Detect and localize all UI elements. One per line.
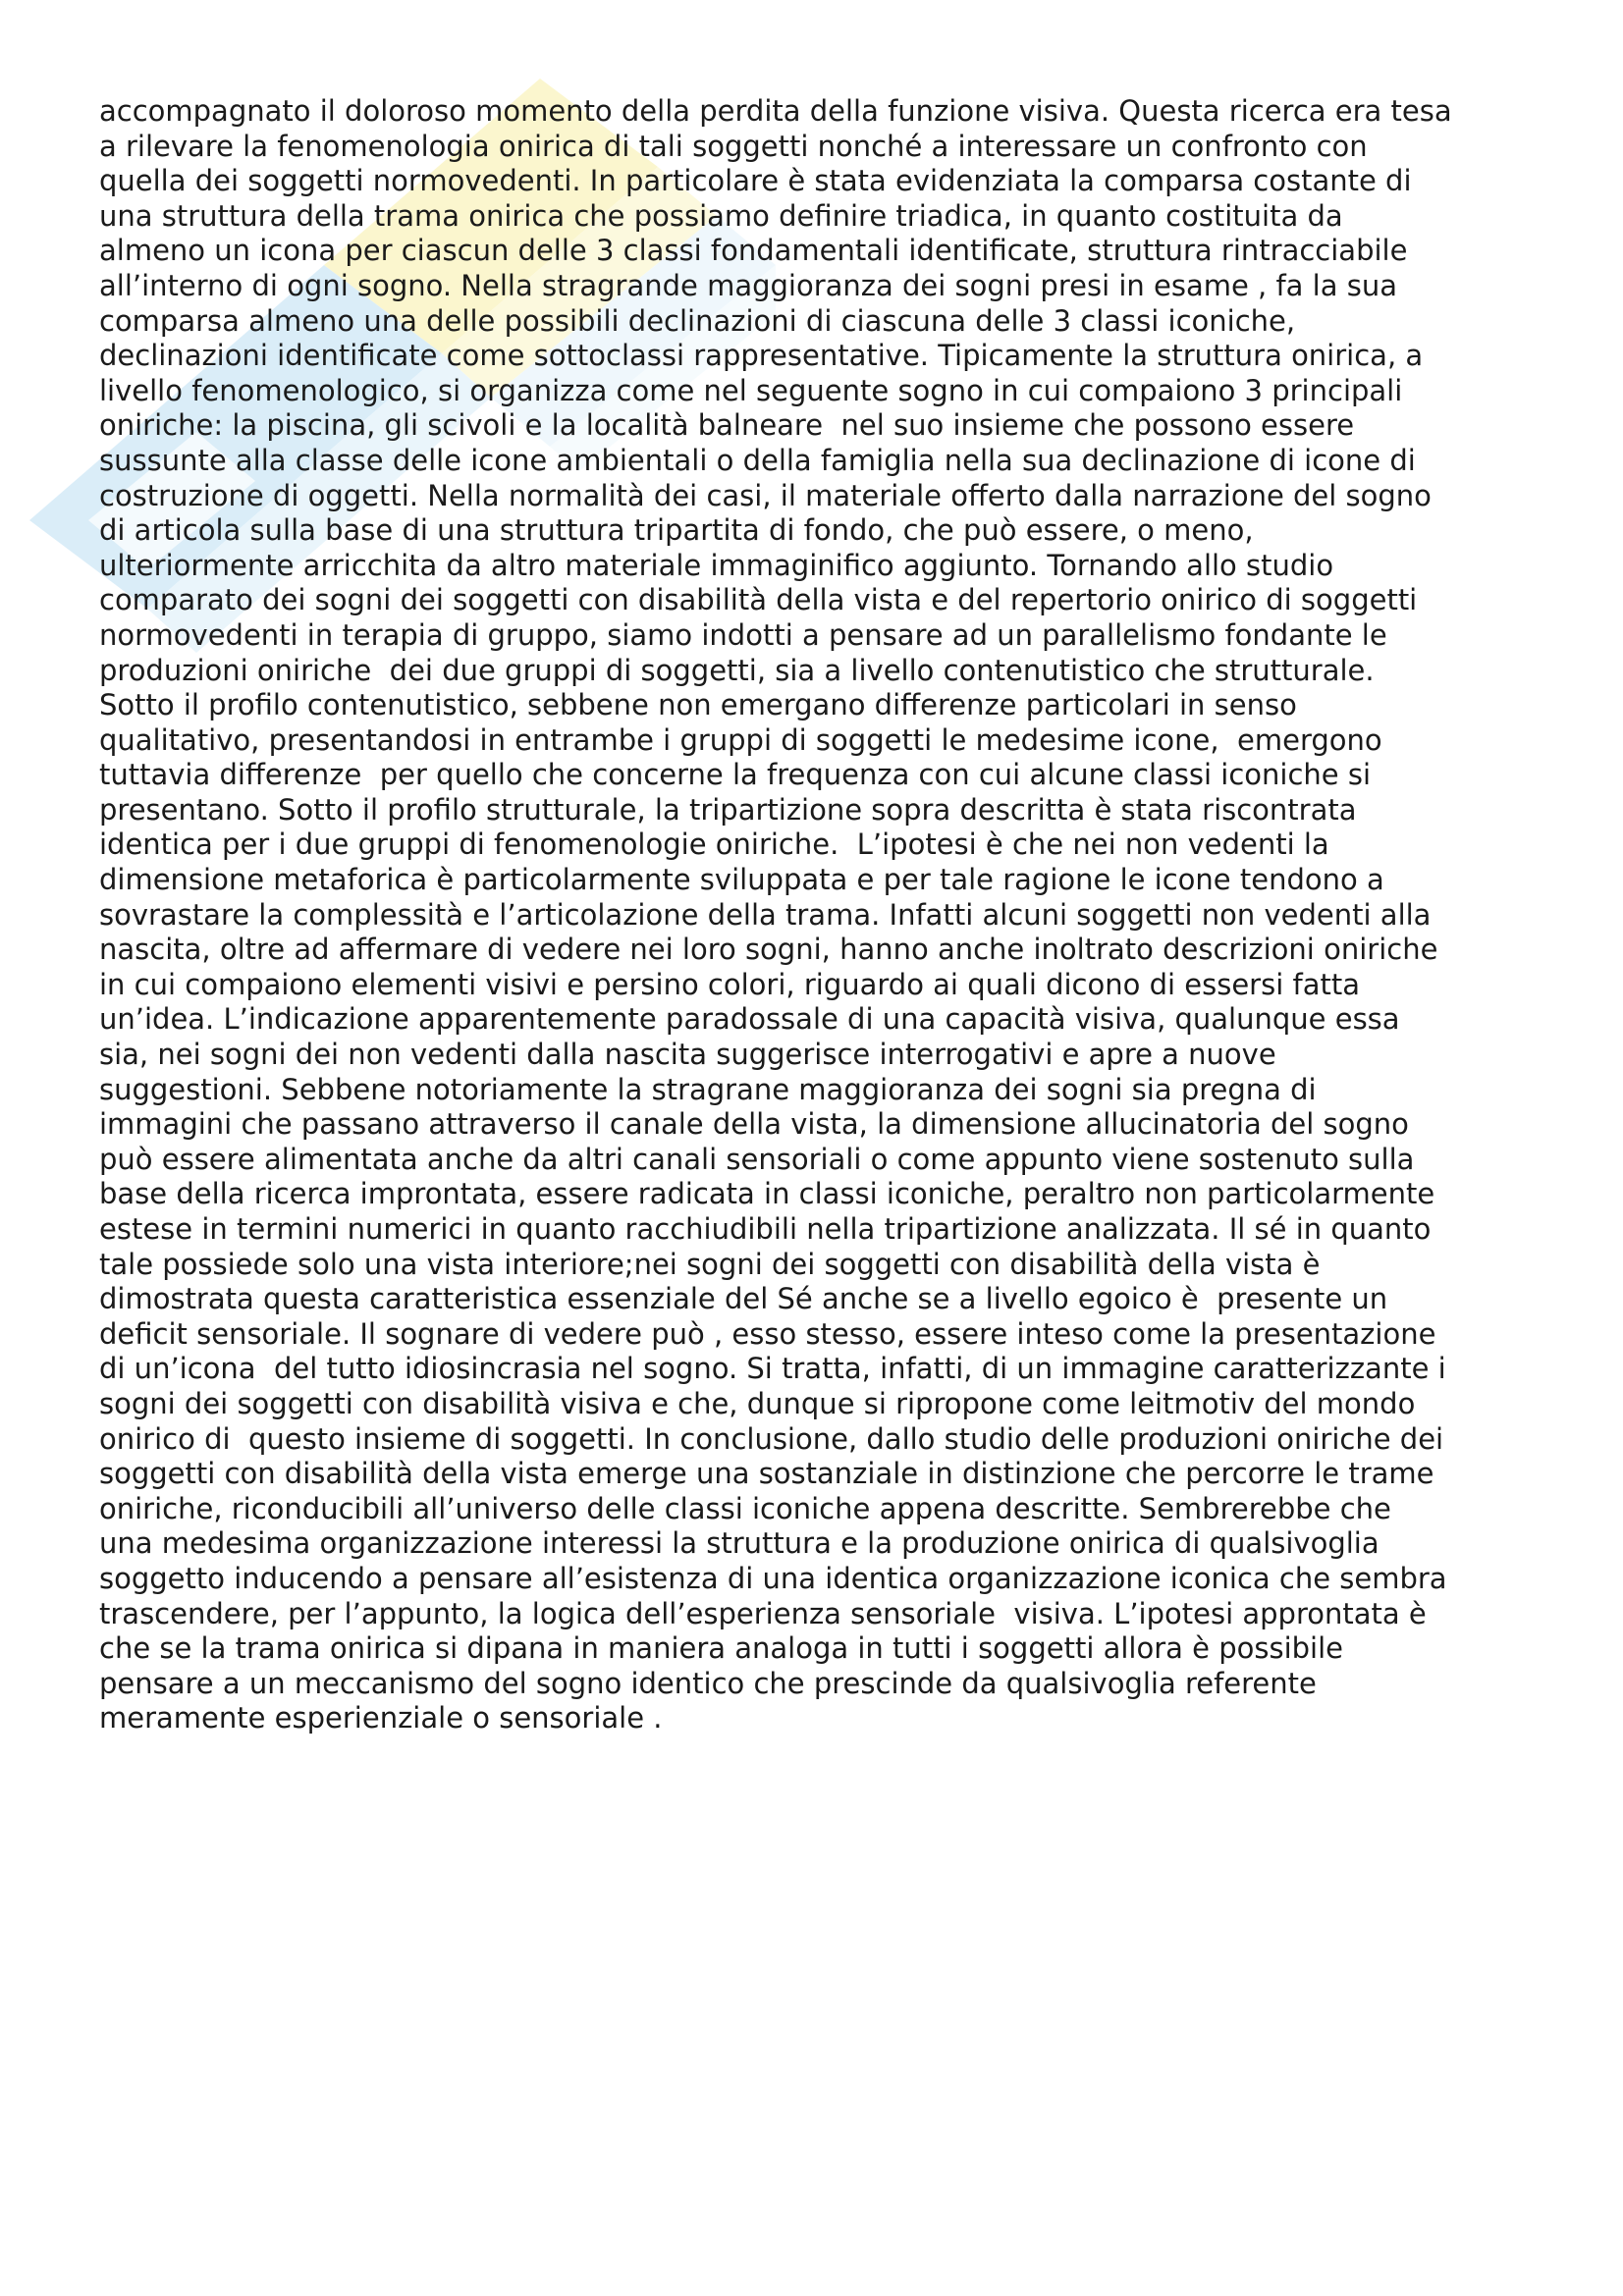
text-line: ulteriormente arricchita da altro materiale immaginifico aggiunto. Tornando allo studio — [99, 548, 1334, 582]
text-line: produzioni oniriche dei due gruppi di soggetti, sia a livello contenutistico che strutturale. — [99, 653, 1375, 687]
text-line: soggetto inducendo a pensare all’esistenza di una identica organizzazione iconica che sembra — [99, 1561, 1447, 1595]
text-line: di articola sulla base di una struttura tripartita di fondo, che può essere, o meno, — [99, 513, 1254, 548]
text-line: tale possiede solo una vista interiore;nei sogni dei soggetti con disabilità della vista è — [99, 1247, 1321, 1281]
text-line: in cui compaiono elementi visivi e persino colori, riguardo ai quali dicono di essersi fatta — [99, 967, 1360, 1001]
text-line: deficit sensoriale. Il sognare di vedere può , esso stesso, essere inteso come la presentazione — [99, 1316, 1436, 1351]
text-line: immagini che passano attraverso il canale della vista, la dimensione allucinatoria del sogno — [99, 1107, 1409, 1142]
text-line: può essere alimentata anche da altri canali sensoriali o come appunto viene sostenuto sulla — [99, 1142, 1415, 1176]
text-line: una medesima organizzazione interessi la struttura e la produzione onirica di qualsivoglia — [99, 1526, 1380, 1561]
text-line: a rilevare la fenomenologia onirica di tali soggetti nonché a interessare un confronto con — [99, 129, 1368, 163]
text-line: presentano. Sotto il profilo strutturale, la tripartizione sopra descritta è stata riscontrata — [99, 792, 1357, 827]
text-line: sogni dei soggetti con disabilità visiva e che, dunque si ripropone come leitmotiv del mondo — [99, 1386, 1416, 1420]
text-line: declinazioni identificate come sottoclassi rappresentative. Tipicamente la struttura onirica, a — [99, 339, 1424, 373]
text-line: base della ricerca improntata, essere radicata in classi iconiche, peraltro non particolarmente — [99, 1177, 1435, 1211]
text-line: un’idea. L’indicazione apparentemente paradossale di una capacità visiva, qualunque essa — [99, 1002, 1400, 1037]
document-body-text — [99, 94, 1552, 1736]
text-line: estese in termini numerici in quanto racchiudibili nella tripartizione analizzata. Il sé in quanto — [99, 1212, 1432, 1246]
text-line: comparato dei sogni dei soggetti con disabilità della vista e del repertorio onirico di soggetti — [99, 583, 1418, 617]
text-line: suggestioni. Sebbene notoriamente la stragrane maggioranza dei sogni sia pregna di — [99, 1072, 1317, 1106]
text-line: meramente esperienziale o sensoriale . — [99, 1701, 663, 1735]
text-line: dimensione metaforica è particolarmente sviluppata e per tale ragione le icone tendono a — [99, 863, 1384, 897]
text-line: costruzione di oggetti. Nella normalità dei casi, il materiale offerto dalla narrazione del sogno — [99, 478, 1432, 512]
text-line: oniriche, riconducibili all’universo delle classi iconiche appena descritte. Sembrerebbe che — [99, 1491, 1391, 1525]
text-line: soggetti con disabilità della vista emerge una sostanziale in distinzione che percorre le trame — [99, 1457, 1434, 1491]
text-line: oniriche: la piscina, gli scivoli e la località balneare nel suo insieme che possono essere — [99, 408, 1355, 443]
text-line: accompagnato il doloroso momento della perdita della funzione visiva. Questa ricerca era tesa — [99, 94, 1452, 128]
text-line: normovedenti in terapia di gruppo, siamo indotti a pensare ad un parallelismo fondante le — [99, 617, 1387, 652]
text-line: quella dei soggetti normovedenti. In particolare è stata evidenziata la comparsa costante di — [99, 164, 1412, 198]
text-line: dimostrata questa caratteristica essenziale del Sé anche se a livello egoico è presente un — [99, 1282, 1388, 1316]
text-line: nascita, oltre ad affermare di vedere nei loro sogni, hanno anche inoltrato descrizioni oniriche — [99, 933, 1438, 967]
text-line: all’interno di ogni sogno. Nella stragrande maggioranza dei sogni presi in esame , fa la sua — [99, 268, 1397, 302]
text-line: che se la trama onirica si dipana in maniera analoga in tutti i soggetti allora è possibile — [99, 1631, 1343, 1666]
text-line: sia, nei sogni dei non vedenti dalla nascita suggerisce interrogativi e apre a nuove — [99, 1038, 1276, 1072]
text-line: sussunte alla classe delle icone ambientali o della famiglia nella sua declinazione di icone di — [99, 443, 1416, 477]
text-line: trascendere, per l’appunto, la logica dell’esperienza sensoriale visiva. L’ipotesi approntata è — [99, 1596, 1427, 1630]
text-line: onirico di questo insieme di soggetti. In conclusione, dallo studio delle produzioni oniriche dei — [99, 1421, 1444, 1456]
text-line: sovrastare la complessità e l’articolazione della trama. Infatti alcuni soggetti non vedenti alla — [99, 897, 1432, 932]
text-line: livello fenomenologico, si organizza come nel seguente sogno in cui compaiono 3 principali — [99, 373, 1403, 407]
text-line: identica per i due gruppi di fenomenologie oniriche. L’ipotesi è che nei non vedenti la — [99, 828, 1329, 862]
text-line: una struttura della trama onirica che possiamo definire triadica, in quanto costituita da — [99, 198, 1343, 233]
text-line: comparsa almeno una delle possibili declinazioni di ciascuna delle 3 classi iconiche, — [99, 303, 1296, 338]
text-line: pensare a un meccanismo del sogno identico che prescinde da qualsivoglia referente — [99, 1666, 1317, 1700]
text-line: tuttavia differenze per quello che concerne la frequenza con cui alcune classi iconiche si — [99, 758, 1372, 792]
text-line: Sotto il profilo contenutistico, sebbene non emergano differenze particolari in senso — [99, 688, 1297, 722]
text-line: di un’icona del tutto idiosincrasia nel sogno. Si tratta, infatti, di un immagine caratterizzante i — [99, 1352, 1446, 1386]
text-line: almeno un icona per ciascun delle 3 classi fondamentali identificate, struttura rintracciabile — [99, 234, 1408, 268]
text-line: qualitativo, presentandosi in entrambe i gruppi di soggetti le medesime icone, emergono — [99, 722, 1382, 757]
